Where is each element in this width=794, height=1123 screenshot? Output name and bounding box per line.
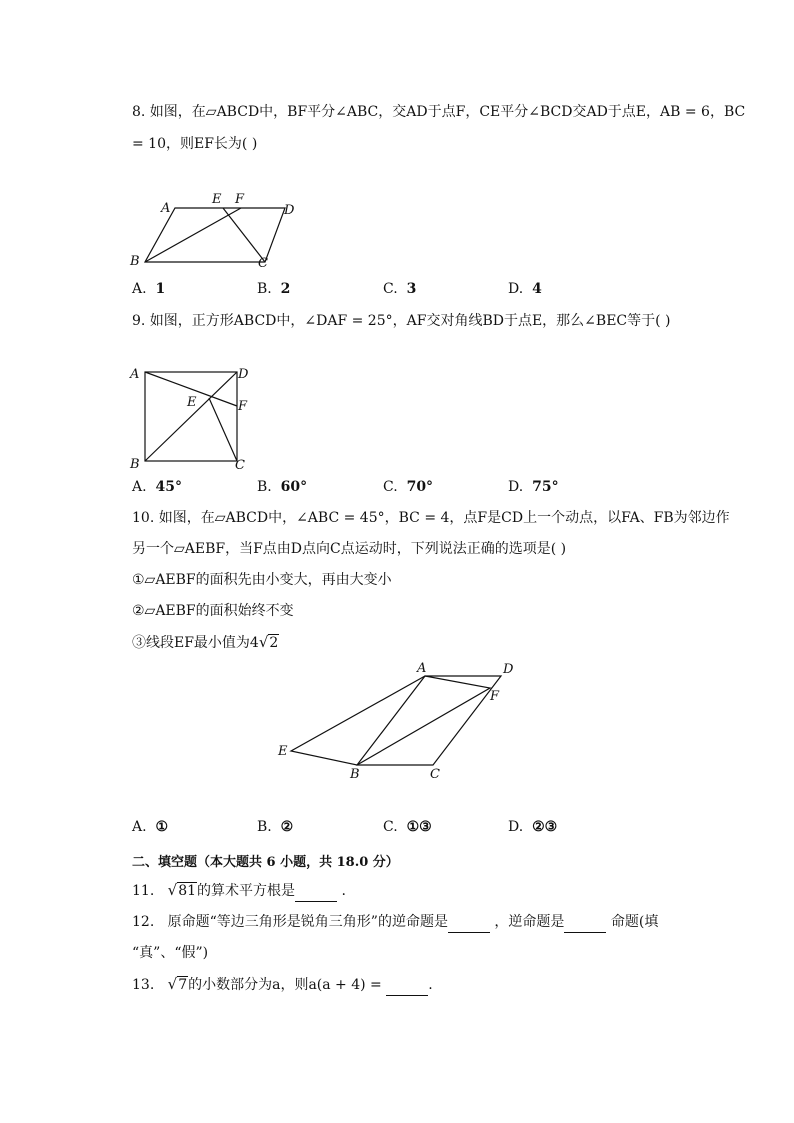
section-2-title: 二、填空题（本大题共 6 小题，共 18.0 分） xyxy=(132,855,399,870)
q12 xyxy=(132,912,658,933)
q10-label-f: F xyxy=(490,689,500,704)
q9-label-c: C xyxy=(235,458,245,473)
q9-segment-ec xyxy=(209,398,237,461)
q9-label-f: F xyxy=(238,399,248,414)
q8-label-a: A xyxy=(161,201,171,216)
q11-end: . xyxy=(341,883,346,899)
q9-figure xyxy=(125,362,255,474)
q13: 13. √7的小数部分为a，则a(a + 4) = . xyxy=(132,974,433,996)
q10-statement-3: ③线段EF最小值为4√2 xyxy=(132,633,279,651)
q12-text-2: ，逆命题是 xyxy=(494,914,565,930)
q9-label-a: A xyxy=(130,367,140,382)
q9-label-d: D xyxy=(238,367,249,382)
q11-answer-blank[interactable] xyxy=(295,881,337,902)
q8-option-b: B. 2 xyxy=(257,281,291,297)
q10-statement-3-radicand: 2 xyxy=(269,635,279,651)
q10-figure xyxy=(275,657,525,782)
q8-label-d: D xyxy=(284,203,295,218)
q8-label-c: C xyxy=(258,256,268,271)
q12-answer-blank-1[interactable] xyxy=(448,912,490,933)
q8-segment-ce xyxy=(223,208,265,262)
q12-line2: “真”、“假”) xyxy=(132,945,209,961)
q10-statement-1: ①▱AEBF的面积先由小变大，再由大变小 xyxy=(132,572,392,588)
q11-text: 的算术平方根是 xyxy=(197,883,296,899)
q10-option-c: C. ①③ xyxy=(383,819,432,835)
q8-label-b: B xyxy=(130,254,140,269)
q8-option-a: A. 1 xyxy=(132,281,166,297)
q10-label-c: C xyxy=(430,767,440,782)
q13-answer-blank[interactable] xyxy=(386,975,428,996)
q9-label-b: B xyxy=(130,457,140,472)
q10-option-b: B. ② xyxy=(257,819,294,835)
q13-radicand: 7 xyxy=(178,977,188,993)
q10-line2: 另一个▱AEBF，当F点由D点向C点运动时，下列说法正确的选项是( ) xyxy=(132,541,567,557)
q10-option-d: D. ②③ xyxy=(508,819,558,835)
q11-number: 11. xyxy=(132,883,155,899)
q9-option-a: A. 45° xyxy=(132,479,182,495)
q12-text-1: 原命题“等边三角形是锐角三角形”的逆命题是 xyxy=(167,914,448,930)
q13-number: 13. xyxy=(132,977,155,993)
q9-option-c: C. 70° xyxy=(383,479,434,495)
q9-diagonal-bd xyxy=(145,372,237,461)
q8-option-d: D. 4 xyxy=(508,281,542,297)
q9-option-b: B. 60° xyxy=(257,479,308,495)
q8-figure xyxy=(125,187,305,272)
q10-label-b: B xyxy=(350,767,360,782)
q10-label-d: D xyxy=(503,662,514,677)
q12-text-3: 命题(填 xyxy=(610,914,659,930)
q13-end: . xyxy=(428,977,433,993)
q9-label-e: E xyxy=(187,395,197,410)
q10-statement-3-text: ③线段EF最小值为4 xyxy=(132,635,259,651)
q9-option-d: D. 75° xyxy=(508,479,559,495)
q8-parallelogram xyxy=(145,208,285,262)
q8-line2: = 10，则EF长为( ) xyxy=(132,136,258,152)
q11-radicand: 81 xyxy=(178,883,197,899)
q8-label-e: E xyxy=(212,192,222,207)
q10-statement-2: ②▱AEBF的面积始终不变 xyxy=(132,603,294,619)
q11: 11. √81的算术平方根是 . xyxy=(132,880,346,902)
q8-label-f: F xyxy=(235,192,245,207)
q8-line1: 8. 如图，在▱ABCD中，BF平分∠ABC，交AD于点F，CE平分∠BCD交AD于点E，AB = 6，BC xyxy=(132,104,746,120)
q9-line1: 9. 如图，正方形ABCD中，∠DAF = 25°，AF交对角线BD于点E，那么∠BEC等于( ) xyxy=(132,313,671,329)
q8-option-c: C. 3 xyxy=(383,281,417,297)
q10-parallelogram-abcd xyxy=(357,676,501,765)
q12-answer-blank-2[interactable] xyxy=(564,912,606,933)
q10-line1: 10. 如图，在▱ABCD中，∠ABC = 45°，BC = 4，点F是CD上一个动点，以FA、FB为邻边作 xyxy=(132,510,730,526)
q10-label-a: A xyxy=(417,661,427,676)
q10-label-e: E xyxy=(278,744,288,759)
q12-number: 12. xyxy=(132,914,155,930)
q13-text: 的小数部分为a，则a(a + 4) = xyxy=(188,977,382,993)
q10-option-a: A. ① xyxy=(132,819,169,835)
